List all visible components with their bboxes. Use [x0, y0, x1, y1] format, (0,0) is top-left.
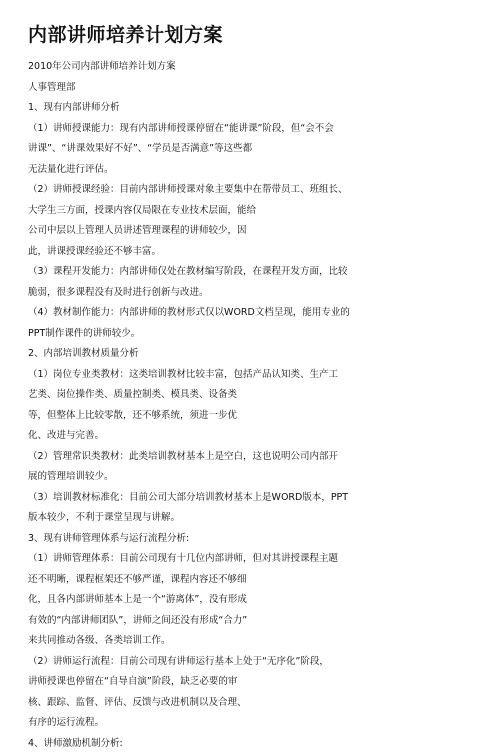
text-line: 此，讲课授课经验还不够丰富。: [28, 242, 498, 263]
section-heading: 3、现有讲师管理体系与运行流程分析:: [28, 529, 498, 550]
text-line: （1）讲师授课能力：现有内部讲师授课停留在“能讲课”阶段，但“会不会: [28, 119, 498, 140]
text-line: PPT制作课件的讲师较少。: [28, 324, 498, 345]
text-line: 艺类、岗位操作类、质量控制类、模具类、设备类: [28, 385, 498, 406]
text-line: （4）教材制作能力：内部讲师的教材形式仅以WORD文档呈现，能用专业的: [28, 303, 498, 324]
section-heading: 1、现有内部讲师分析: [28, 98, 498, 119]
text-line: 人事管理部: [28, 78, 498, 99]
text-line: 还不明晰，课程框架还不够严谨，课程内容还不够细: [28, 570, 498, 591]
text-line: 等，但整体上比较零散，还不够系统，须进一步优: [28, 406, 498, 427]
text-line: 2010年公司内部讲师培养计划方案: [28, 57, 498, 78]
text-line: 公司中层以上管理人员讲述管理课程的讲师较少，因: [28, 221, 498, 242]
document-body: [28, 57, 498, 754]
text-line: 有效的“内部讲师团队”，讲师之间还没有形成“合力”: [28, 611, 498, 632]
section-heading: 2、内部培训教材质量分析: [28, 344, 498, 365]
text-line: 有序的运行流程。: [28, 713, 498, 734]
section-heading: 4、讲师激励机制分析:: [28, 734, 498, 754]
text-line: （3）课程开发能力：内部讲师仅处在教材编写阶段，在课程开发方面，比较: [28, 262, 498, 283]
text-line: 大学生三方面，授课内容仅局限在专业技术层面，能给: [28, 201, 498, 222]
text-line: 展的管理培训较少。: [28, 467, 498, 488]
text-line: （2）管理常识类教材：此类培训教材基本上是空白，这也说明公司内部开: [28, 447, 498, 468]
text-line: 讲师授课也停留在“自导自演”阶段，缺乏必要的审: [28, 672, 498, 693]
text-line: （1）岗位专业类教材：这类培训教材比较丰富，包括产品认知类、生产工: [28, 365, 498, 386]
text-line: 讲课”、“讲课效果好不好”、“学员是否满意”等这些都: [28, 139, 498, 160]
text-line: （1）讲师管理体系：目前公司现有十几位内部讲师，但对其讲授课程主题: [28, 549, 498, 570]
text-line: 化、改进与完善。: [28, 426, 498, 447]
text-line: 来共同推动各级、各类培训工作。: [28, 631, 498, 652]
text-line: （3）培训教材标准化：目前公司大部分培训教材基本上是WORD版本，PPT: [28, 488, 498, 509]
text-line: （2）讲师授课经验：目前内部讲师授课对象主要集中在帮带员工、班组长、: [28, 180, 498, 201]
document-title: 内部讲师培养计划方案: [28, 20, 223, 47]
text-line: 版本较少，不利于课堂呈现与讲解。: [28, 508, 498, 529]
text-line: 核、跟踪、监督、评估、反馈与改进机制以及合理、: [28, 693, 498, 714]
text-line: 无法量化进行评估。: [28, 160, 498, 181]
text-line: （2）讲师运行流程：目前公司现有讲师运行基本上处于“无序化”阶段，: [28, 652, 498, 673]
text-line: 化，且各内部讲师基本上是一个“游离体”，没有形成: [28, 590, 498, 611]
text-line: 脆弱，很多课程没有及时进行创新与改进。: [28, 283, 498, 304]
